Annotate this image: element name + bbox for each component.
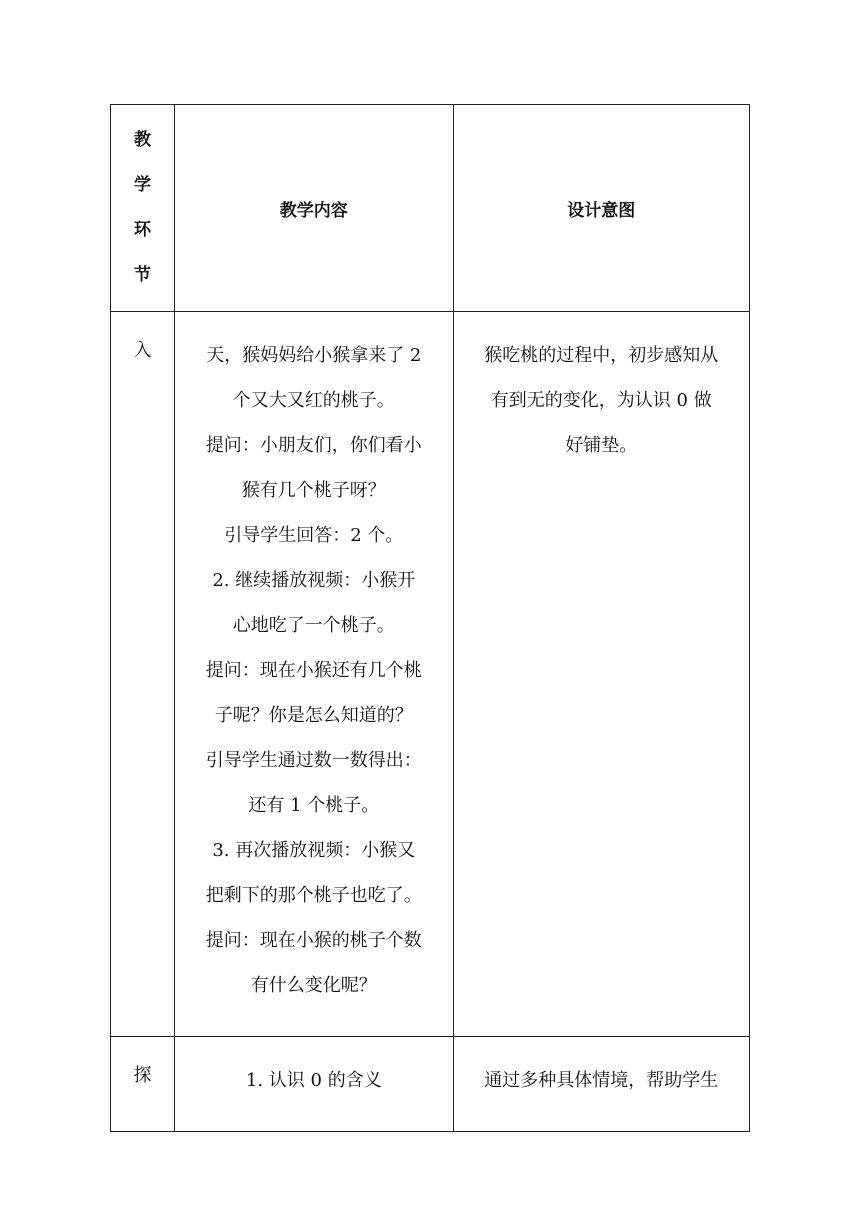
content-line: 有什么变化呢？ — [250, 975, 377, 996]
header-stage-char: 环 — [134, 220, 152, 240]
header-intent-cell — [453, 105, 749, 312]
content-line: 子呢？你是怎么知道的？ — [214, 705, 413, 726]
content-line: 1. 认识 0 的含义 — [245, 1070, 382, 1091]
lesson-plan-table — [110, 104, 750, 1132]
header-stage-char: 教 — [134, 130, 152, 150]
content-line: 提问：现在小猴还有几个桃 — [205, 660, 422, 681]
content-line: 猴有几个桃子呀？ — [241, 480, 386, 501]
content-line: 把剩下的那个桃子也吃了。 — [205, 885, 422, 906]
intent-line: 好铺垫。 — [565, 435, 638, 456]
intent-line: 猴吃桃的过程中，初步感知从 — [484, 345, 719, 366]
content-line: 引导学生通过数一数得出： — [205, 750, 422, 771]
content-line: 个又大又红的桃子。 — [232, 390, 395, 411]
content-line: 2. 继续播放视频：小猴开 — [212, 570, 416, 591]
intent-line: 有到无的变化，为认识 0 做 — [490, 390, 712, 411]
header-stage-label — [111, 118, 174, 298]
header-stage-char: 学 — [134, 175, 152, 195]
content-cell-intro — [175, 312, 453, 1037]
content-line: 3. 再次播放视频：小猴又 — [212, 840, 416, 861]
intent-cell-intro — [453, 312, 749, 1037]
stage-cell-explore: 探 — [111, 1037, 175, 1132]
intent-line: 通过多种具体情境，帮助学生 — [484, 1070, 719, 1091]
header-stage-char: 节 — [134, 265, 152, 285]
header-content-cell — [175, 105, 453, 312]
content-line: 引导学生回答：2 个。 — [224, 525, 404, 546]
intent-cell-explore — [453, 1037, 749, 1132]
content-line: 提问：小朋友们，你们看小 — [205, 435, 422, 456]
content-line: 提问：现在小猴的桃子个数 — [205, 930, 422, 951]
table-header-row — [111, 105, 750, 312]
stage-cell-intro: 入 — [111, 312, 175, 1037]
header-stage-cell — [111, 105, 175, 312]
content-line: 天，猴妈妈给小猴拿来了 2 — [206, 345, 422, 366]
content-line: 心地吃了一个桃子。 — [232, 615, 395, 636]
content-cell-explore — [175, 1037, 453, 1132]
table-row-explore — [111, 1037, 750, 1132]
header-intent-label: 设计意图 — [567, 200, 636, 221]
table-row-intro — [111, 312, 750, 1037]
header-content-label: 教学内容 — [279, 200, 348, 221]
content-line: 还有 1 个桃子。 — [248, 795, 380, 816]
